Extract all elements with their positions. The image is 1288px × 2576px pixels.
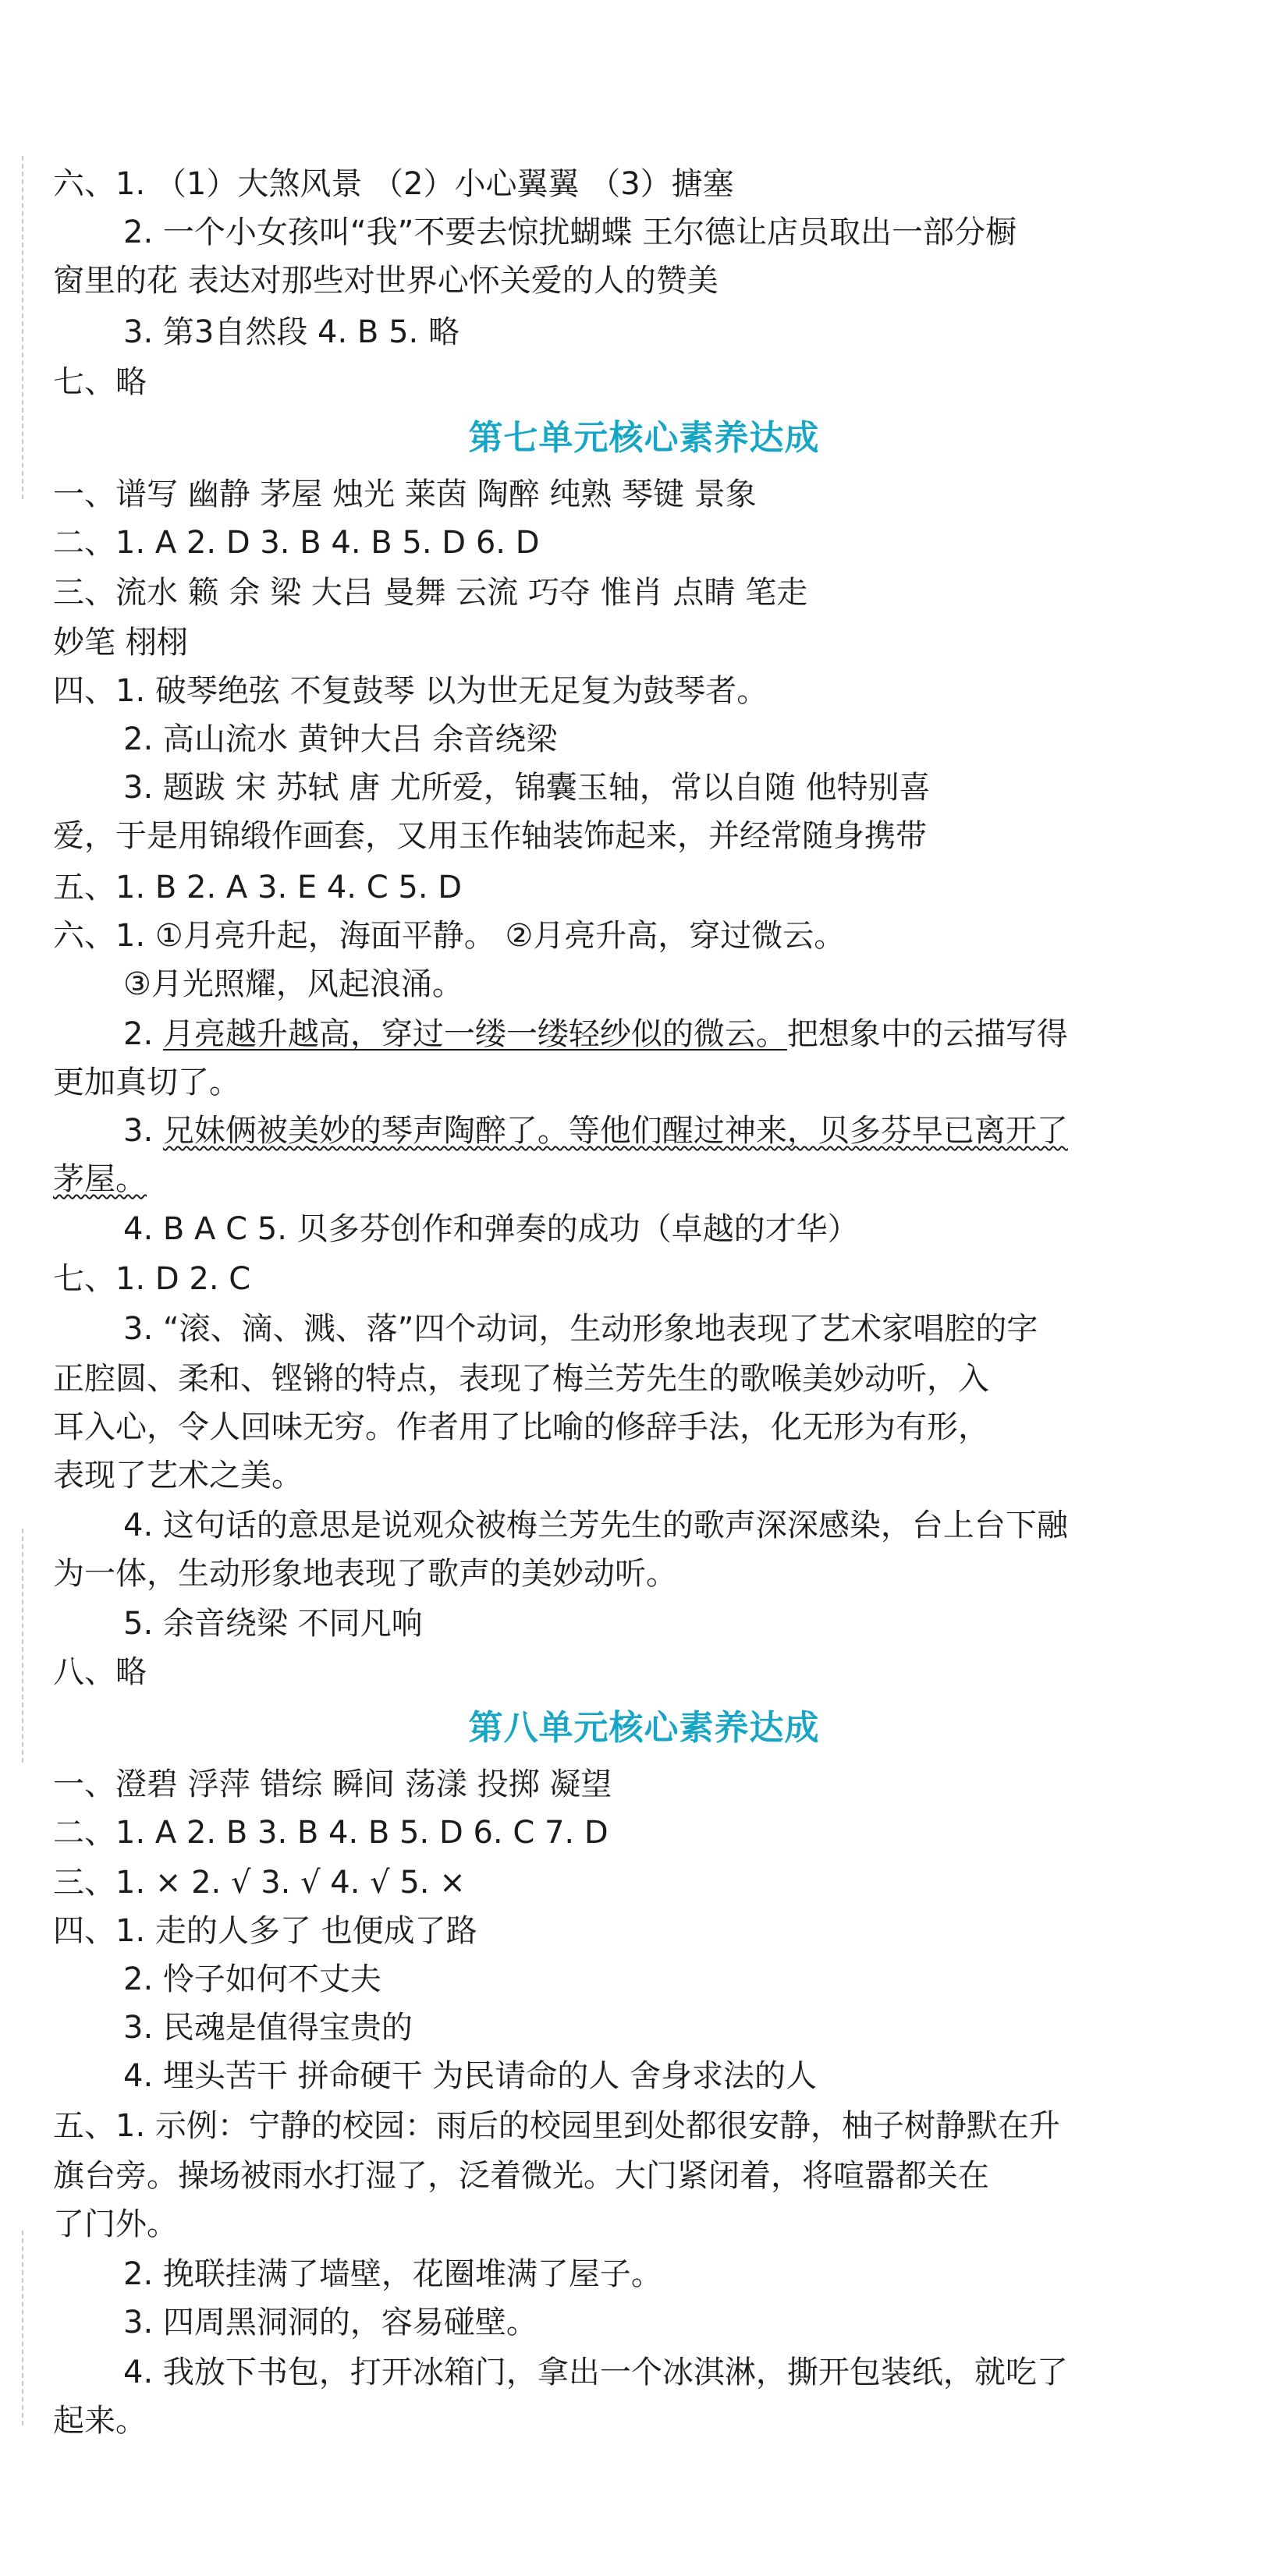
answer-line [0, 1109, 1288, 1153]
answer-line: 一、谱写 幽静 茅屋 烛光 莱茵 陶醉 纯熟 琴键 景象 [53, 477, 757, 512]
answer-line: 六、1. ①月亮升起，海面平静。 ②月亮升高，穿过微云。 [53, 918, 846, 954]
answer-line-suffix: 把想象中的云描写得 [786, 1016, 1068, 1052]
answer-line: 为一体，生动形象地表现了歌声的美妙动听。 [53, 1556, 677, 1592]
answer-line: 五、1. 示例：宁静的校园：雨后的校园里到处都很安静，柚子树静默在升 [53, 2108, 1060, 2144]
answer-line-prefix: 3. [123, 1113, 163, 1149]
answer-line: 八、略 [53, 1654, 147, 1690]
answer-line: 爱，于是用锦缎作画套，又用玉作轴装饰起来，并经常随身携带 [53, 818, 927, 854]
answer-line: 了门外。 [53, 2206, 178, 2242]
answer-line: 2. 高山流水 黄钟大吕 余音绕梁 [123, 721, 558, 757]
answer-line: 2. 一个小女孩叫“我”不要去惊扰蝴蝶 王尔德让店员取出一部分橱 [123, 214, 1017, 250]
answer-line: 窗里的花 表达对那些对世界心怀关爱的人的赞美 [53, 263, 719, 299]
answer-line: 5. 余音绕梁 不同凡响 [123, 1606, 423, 1642]
answer-line: 4. B A C 5. 贝多芬创作和弹奏的成功（卓越的才华） [123, 1211, 859, 1247]
answer-line: 七、1. D 2. C [53, 1261, 251, 1297]
answer-line: 七、略 [53, 364, 147, 400]
answer-line: 4. 我放下书包，打开冰箱门，拿出一个冰淇淋，撕开包装纸，就吃了 [123, 2355, 1068, 2390]
answer-line: 起来。 [53, 2403, 147, 2439]
answer-line: 3. “滚、滴、溅、落”四个动词，生动形象地表现了艺术家唱腔的字 [123, 1311, 1038, 1347]
answer-line: 2. 怜子如何不丈夫 [123, 1961, 381, 1997]
answer-line: 3. 题跋 宋 苏轼 唐 尤所爱，锦囊玉轴，常以自随 他特别喜 [123, 770, 931, 806]
answer-line: 二、1. A 2. D 3. B 4. B 5. D 6. D [53, 525, 540, 561]
answer-line: 二、1. A 2. B 3. B 4. B 5. D 6. C 7. D [53, 1815, 609, 1851]
answer-line: 更加真切了。 [53, 1065, 240, 1100]
answer-line [0, 1012, 1288, 1056]
marked-sentence: 兄妹俩被美妙的琴声陶醉了。等他们醒过神来，贝多芬早已离开了 [162, 1113, 1068, 1149]
answer-line: 旗台旁。操场被雨水打湿了，泛着微光。大门紧闭着，将喧嚣都关在 [53, 2158, 989, 2194]
marked-sentence: 茅屋。 [53, 1161, 147, 1197]
answer-line: 一、澄碧 浮萍 错综 瞬间 荡漾 投掷 凝望 [53, 1766, 612, 1802]
answer-line: 妙笔 栩栩 [53, 625, 188, 661]
answer-line: 四、1. 走的人多了 也便成了路 [53, 1913, 477, 1949]
answer-line: ③月光照耀，风起浪涌。 [123, 966, 463, 1002]
answer-line: 五、1. B 2. A 3. E 4. C 5. D [53, 870, 463, 905]
answer-line: 四、1. 破琴绝弦 不复鼓琴 以为世无足复为鼓琴者。 [53, 673, 768, 709]
answer-line: 耳入心，令人回味无穷。作者用了比喻的修辞手法，化无形为有形， [53, 1409, 989, 1445]
answer-line: 4. 这句话的意思是说观众被梅兰芳先生的歌声深深感染，台上台下融 [123, 1508, 1068, 1543]
marked-sentence: 月亮越升越高，穿过一缕一缕轻纱似的微云。 [162, 1016, 787, 1052]
section-heading: 第八单元核心素养达成 [468, 1708, 820, 1748]
answer-line: 3. 民魂是值得宝贵的 [123, 2010, 413, 2046]
answer-line: 3. 第3自然段 4. B 5. 略 [123, 314, 459, 350]
answer-line: 六、1. （1）大煞风景 （2）小心翼翼 （3）搪塞 [53, 166, 734, 202]
section-heading: 第七单元核心素养达成 [468, 418, 820, 458]
answer-line: 三、1. × 2. √ 3. √ 4. √ 5. × [53, 1865, 466, 1901]
answer-line: 表现了艺术之美。 [53, 1458, 303, 1494]
answer-line: 4. 埋头苦干 拼命硬干 为民请命的人 舍身求法的人 [123, 2058, 818, 2094]
answer-line: 正腔圆、柔和、铿锵的特点，表现了梅兰芳先生的歌喉美妙动听，入 [53, 1361, 989, 1397]
answer-line [0, 1157, 1288, 1201]
answer-line: 3. 四周黑洞洞的，容易碰壁。 [123, 2305, 538, 2340]
answer-line-prefix: 2. [123, 1016, 163, 1052]
answer-line: 三、流水 籁 余 梁 大吕 曼舞 云流 巧夺 惟肖 点睛 笔走 [53, 575, 808, 611]
answer-line: 2. 挽联挂满了墙壁，花圈堆满了屋子。 [123, 2256, 662, 2292]
